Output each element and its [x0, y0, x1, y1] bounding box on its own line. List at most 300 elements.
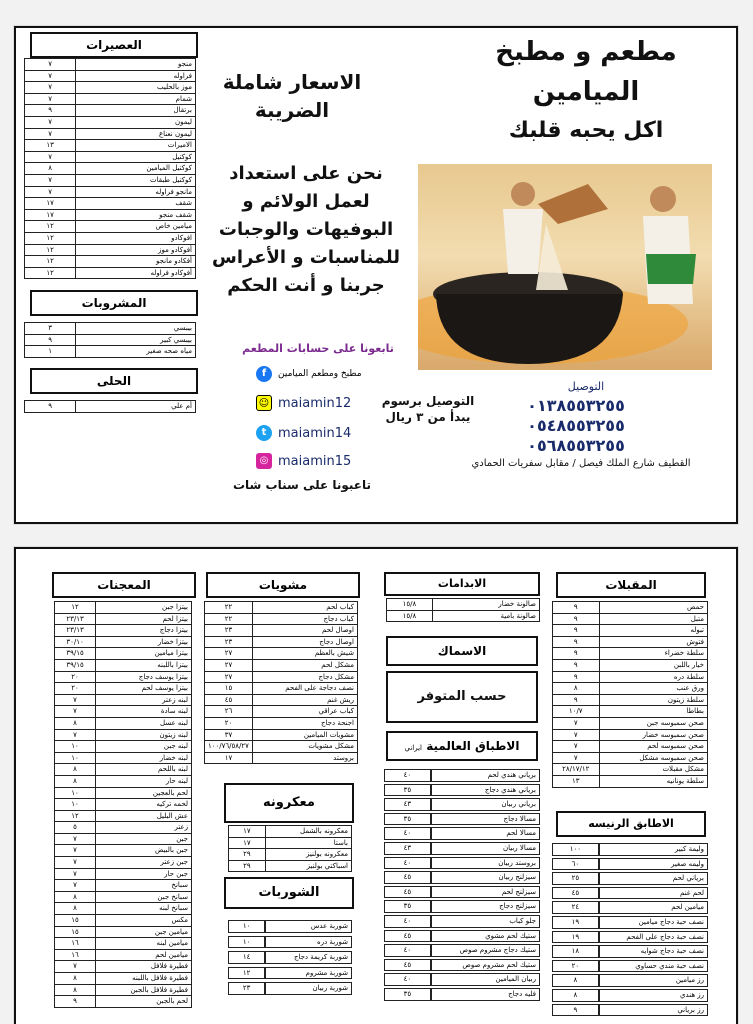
- item-price: ١٥: [55, 915, 96, 927]
- item-price: ٨: [55, 903, 96, 915]
- menu-row: [553, 659, 708, 671]
- menu-row: [228, 920, 352, 933]
- soups-table: [228, 917, 352, 998]
- menu-row: [25, 59, 196, 71]
- menu-row: [55, 717, 192, 729]
- item-price: ٧: [55, 868, 96, 880]
- item-name: حمص: [599, 602, 708, 614]
- menu-row: [384, 784, 540, 797]
- item-price: ١٢: [25, 221, 76, 233]
- menu-row: [553, 706, 708, 718]
- drinks-table: [24, 322, 196, 358]
- restaurant-name: الميامين: [532, 77, 640, 107]
- menu-row: [387, 599, 540, 611]
- item-name: فطيرة فلافل: [96, 961, 192, 973]
- pasta-table: [228, 825, 352, 872]
- item-name: جبن حار: [96, 868, 192, 880]
- item-name: اوصال دجاج: [252, 636, 357, 648]
- specials-table: [386, 598, 540, 622]
- item-price: ٧: [55, 845, 96, 857]
- item-price: ٢٣: [205, 625, 253, 637]
- restaurant-title: مطعم و مطبخ: [495, 37, 677, 67]
- item-price: ٧: [55, 961, 96, 973]
- menu-row: [205, 613, 358, 625]
- menu-row: [553, 741, 708, 753]
- menu-row: [55, 659, 192, 671]
- menu-row: [205, 729, 358, 741]
- item-name: بيتزا دجاج: [96, 625, 192, 637]
- item-price: ٨: [55, 984, 96, 996]
- item-name: سيزلنج لحم: [431, 886, 540, 899]
- menu-row: [552, 858, 708, 871]
- menu-row: [552, 901, 708, 914]
- menu-row: [205, 625, 358, 637]
- menu-row: [228, 982, 352, 995]
- menu-row: [55, 822, 192, 834]
- menu-row: [55, 810, 192, 822]
- item-name: ربيان الميامين: [431, 973, 540, 986]
- item-name: أفوكادو موز: [76, 244, 196, 256]
- item-price: ٣٥: [384, 784, 431, 797]
- item-price: ١٢: [25, 232, 76, 244]
- item-name: ستيك لحم مشوي: [431, 930, 540, 943]
- item-price: ٩: [553, 636, 600, 648]
- menu-row: [55, 636, 192, 648]
- item-price: ٢٠: [552, 960, 599, 973]
- drinks-header: المشروبات: [30, 290, 198, 316]
- menu-row: [384, 915, 540, 928]
- menu-row: [25, 163, 196, 175]
- item-name: سبانخ لبنه: [96, 903, 192, 915]
- item-name: فليه دجاج: [431, 988, 540, 1001]
- appetizers-header: المقبلات: [556, 572, 706, 598]
- fish-note: حسب المتوفر: [417, 689, 507, 704]
- menu-row: [384, 944, 540, 957]
- item-price: ٢٣/١٣: [55, 625, 96, 637]
- world-sub: ايراني: [404, 744, 422, 752]
- menu-row: [228, 951, 352, 964]
- menu-row: [552, 931, 708, 944]
- menu-row: [25, 256, 196, 268]
- item-name: شمام: [76, 93, 196, 105]
- item-name: لبنه باللحم: [96, 764, 192, 776]
- item-name: شوربة عدس: [265, 920, 352, 933]
- phone-2[interactable]: ٠٥٤٨٥٥٣٢٥٥: [527, 416, 625, 435]
- item-name: صالونة بامية: [432, 610, 539, 622]
- menu-row: [205, 741, 358, 753]
- item-name: نصف حبة دجاج شوايه: [599, 945, 708, 958]
- menu-row: [384, 900, 540, 913]
- item-price: ١: [25, 346, 76, 358]
- item-name: الاميرات: [76, 140, 196, 152]
- item-price: ١٥: [55, 926, 96, 938]
- item-price: ١٠: [228, 936, 265, 949]
- item-price: ٤٣: [384, 798, 431, 811]
- item-name: رز ميامين: [599, 974, 708, 987]
- phones-title: التوصيل: [567, 380, 605, 393]
- phone-3[interactable]: ٠٥٦٨٥٥٣٢٥٥: [527, 436, 625, 455]
- item-name: صحن سمبوسه جبن: [599, 717, 708, 729]
- item-name: مانجو فراوله: [76, 186, 196, 198]
- item-price: ٤٠: [384, 857, 431, 870]
- juices-header: العصيرات: [30, 32, 198, 58]
- item-name: لبنه عسل: [96, 717, 192, 729]
- item-name: شقف منجو: [76, 209, 196, 221]
- menu-row: [384, 827, 540, 840]
- item-name: كوكتيل الميامين: [76, 163, 196, 175]
- menu-row: [384, 813, 540, 826]
- grills-table: [204, 601, 358, 764]
- events-text: نحن على استعداد لعمل الولائم و البوفيهات والوجبات للمناسبات و الأعراس جربنا و أنت الحكم: [212, 163, 400, 296]
- menu-row: [55, 857, 192, 869]
- menu-row: [55, 625, 192, 637]
- item-name: لحم بالعجين: [96, 787, 192, 799]
- item-price: ٧: [55, 729, 96, 741]
- snapchat-icon: ☺: [256, 395, 272, 411]
- menu-row: [25, 346, 196, 358]
- item-name: مكس: [96, 915, 192, 927]
- item-price: ٢٠: [55, 683, 96, 695]
- item-name: ميامين لحم: [96, 949, 192, 961]
- menu-row: [55, 764, 192, 776]
- menu-row: [55, 961, 192, 973]
- item-name: أفوكادو فراوله: [76, 267, 196, 279]
- item-name: فطيرة فلافل بالجبن: [96, 984, 192, 996]
- menu-row: [25, 323, 196, 335]
- item-name: شوربة كريمة دجاج: [265, 951, 352, 964]
- item-price: ٩: [553, 602, 600, 614]
- menu-row: [55, 833, 192, 845]
- menu-row: [25, 151, 196, 163]
- menu-row: [55, 706, 192, 718]
- menu-row: [205, 694, 358, 706]
- item-name: بيتزا باللبنه: [96, 659, 192, 671]
- item-name: ورق عنب: [599, 683, 708, 695]
- item-price: ٢٦: [205, 706, 253, 718]
- sweets-header: الحلى: [30, 368, 198, 394]
- item-price: ٦٠: [552, 858, 599, 871]
- item-price: ١٢: [25, 267, 76, 279]
- item-price: ٢٨/١٧/١٢: [553, 764, 600, 776]
- item-price: ٤٥: [384, 871, 431, 884]
- item-price: ٧: [55, 694, 96, 706]
- menu-row: [25, 244, 196, 256]
- menu-row: [553, 752, 708, 764]
- instagram-handle: maiamin15: [278, 453, 352, 469]
- item-price: ١٧: [25, 198, 76, 210]
- item-name: كباب لحم: [252, 602, 357, 614]
- item-name: مياه صحه صغير: [76, 346, 196, 358]
- item-name: مشكل مشويات: [252, 741, 357, 753]
- item-name: نصف دجاجة على الفحم: [252, 683, 357, 695]
- item-name: شوربة دره: [265, 936, 352, 949]
- item-name: كوكتيل طبقات: [76, 174, 196, 186]
- item-name: ريش غنم: [252, 694, 357, 706]
- menu-row: [25, 70, 196, 82]
- item-name: باستا: [265, 837, 351, 849]
- menu-row: [55, 903, 192, 915]
- item-name: بيبسي: [76, 323, 196, 335]
- item-price: ٣٩/١٥: [55, 659, 96, 671]
- item-price: ٣٥: [384, 813, 431, 826]
- menu-row: [553, 648, 708, 660]
- menu-row: [25, 401, 196, 413]
- item-name: مسالا دجاج: [431, 813, 540, 826]
- item-price: ١٢: [55, 810, 96, 822]
- pasta-header: معكرونه: [224, 783, 354, 823]
- menu-row: [229, 849, 352, 861]
- item-price: ١٥: [205, 683, 253, 695]
- twitter-row[interactable]: [256, 425, 351, 441]
- item-name: برياني هندي دجاج: [431, 784, 540, 797]
- item-price: ١٧: [229, 826, 266, 838]
- facebook-row[interactable]: [256, 366, 362, 382]
- pastries-header: المعجنات: [52, 572, 196, 598]
- menu-row: [384, 798, 540, 811]
- item-price: ٤٠: [384, 973, 431, 986]
- item-name: لبنه زعتر: [96, 694, 192, 706]
- item-name: نصف حبة دجاج ميامين: [599, 916, 708, 929]
- menu-row: [553, 625, 708, 637]
- menu-row: [55, 694, 192, 706]
- item-name: أفكادو مانجو: [76, 256, 196, 268]
- item-price: ١٦: [55, 938, 96, 950]
- menu-row: [553, 775, 708, 787]
- menu-row: [55, 868, 192, 880]
- item-name: مشكل مقبلات: [599, 764, 708, 776]
- twitter-handle: maiamin14: [278, 425, 352, 441]
- menu-row: [552, 960, 708, 973]
- item-price: ٧: [25, 59, 76, 71]
- menu-row: [552, 872, 708, 885]
- mains-table: [552, 841, 708, 1018]
- menu-row: [384, 973, 540, 986]
- item-name: ستيك دجاج مشروم صوص: [431, 944, 540, 957]
- item-price: ٩: [553, 625, 600, 637]
- item-price: ١٠٠: [552, 843, 599, 856]
- fish-header: الاسماك: [386, 636, 538, 666]
- item-name: خيار باللبن: [599, 659, 708, 671]
- item-name: معكرونه بولنيز: [265, 849, 351, 861]
- item-price: ٤٠: [384, 915, 431, 928]
- menu-row: [552, 974, 708, 987]
- item-name: بيتزا ميامين: [96, 648, 192, 660]
- menu-row: [552, 945, 708, 958]
- item-price: ١٩: [552, 916, 599, 929]
- item-price: ٣٠/١٠: [55, 636, 96, 648]
- item-price: ٧: [25, 128, 76, 140]
- menu-row: [55, 845, 192, 857]
- item-name: بيبسي كبير: [76, 334, 196, 346]
- menu-row: [205, 706, 358, 718]
- menu-row: [552, 843, 708, 856]
- item-name: ميامين خاص: [76, 221, 196, 233]
- item-name: صحن سمبوسه خضار: [599, 729, 708, 741]
- item-price: ٧: [25, 174, 76, 186]
- menu-row: [55, 984, 192, 996]
- item-price: ١٦: [55, 949, 96, 961]
- item-price: ٧: [25, 186, 76, 198]
- item-name: موز بالحليب: [76, 82, 196, 94]
- menu-row: [552, 916, 708, 929]
- snap-row[interactable]: [256, 395, 351, 411]
- grills-header: مشويات: [206, 572, 360, 598]
- item-price: ٤٣: [384, 842, 431, 855]
- item-price: ٩: [25, 401, 76, 413]
- item-name: بروستد: [252, 752, 357, 764]
- mains-header: الاطابق الرنيسه: [556, 811, 706, 837]
- menu-row: [553, 764, 708, 776]
- item-name: مشكل دجاج: [252, 671, 357, 683]
- item-name: شيش بالعظم: [252, 648, 357, 660]
- phone-1[interactable]: ٠١٣٨٥٥٣٢٥٥: [527, 396, 625, 415]
- world-header: [386, 731, 538, 761]
- item-price: ١٨: [552, 945, 599, 958]
- item-price: ١٤: [228, 951, 265, 964]
- item-price: ٨: [553, 683, 600, 695]
- item-name: لبنه جبن: [96, 741, 192, 753]
- menu-row: [25, 198, 196, 210]
- item-name: افوكادو: [76, 232, 196, 244]
- item-name: أم علي: [76, 401, 196, 413]
- item-price: ١٥/٨: [387, 599, 433, 611]
- item-name: برياني لحم: [599, 872, 708, 885]
- item-name: نصف حبة دجاج على الفحم: [599, 931, 708, 944]
- item-name: سلطة دره: [599, 671, 708, 683]
- item-name: بيتزا يوسف دجاج: [96, 671, 192, 683]
- item-price: ١٢: [55, 602, 96, 614]
- item-price: ١٠: [55, 787, 96, 799]
- item-name: اسباكتي بولنيز: [265, 860, 351, 872]
- item-name: فراوله: [76, 70, 196, 82]
- item-price: ١٢: [25, 256, 76, 268]
- item-price: ٤٥: [384, 959, 431, 972]
- item-price: ٩: [553, 613, 600, 625]
- item-price: ٢٧: [205, 671, 253, 683]
- item-name: بيتزا خضار: [96, 636, 192, 648]
- menu-row: [552, 989, 708, 1002]
- instagram-row[interactable]: [256, 453, 351, 469]
- item-price: ٣٩/١٥: [55, 648, 96, 660]
- item-price: ٧: [25, 116, 76, 128]
- menu-row: [205, 636, 358, 648]
- juices-table: [24, 58, 196, 279]
- item-price: ٧: [55, 833, 96, 845]
- delivery-title: التوصيل برسوم: [381, 394, 475, 408]
- pastries-table: [54, 601, 192, 1008]
- item-price: ١٣: [553, 775, 600, 787]
- item-price: ٨: [55, 973, 96, 985]
- item-name: مسالا لحم: [431, 827, 540, 840]
- menu-row: [384, 988, 540, 1001]
- item-price: ٨: [55, 764, 96, 776]
- menu-row: [229, 826, 352, 838]
- item-name: اوصال لحم: [252, 625, 357, 637]
- item-price: ٢٠: [205, 717, 253, 729]
- item-name: مشويات الميامين: [252, 729, 357, 741]
- menu-row: [55, 787, 192, 799]
- menu-row: [55, 683, 192, 695]
- item-name: متبل: [599, 613, 708, 625]
- menu-row: [205, 671, 358, 683]
- item-price: ٤٥: [205, 694, 253, 706]
- item-name: سبانخ: [96, 880, 192, 892]
- menu-row: [25, 128, 196, 140]
- item-price: ٣٥: [384, 900, 431, 913]
- menu-row: [553, 613, 708, 625]
- menu-row: [384, 857, 540, 870]
- item-price: ٢٧: [205, 648, 253, 660]
- item-name: منجو: [76, 59, 196, 71]
- address: القطيف شارع الملك فيصل / مقابل سفريات الحمادي: [471, 458, 691, 469]
- snap-handle: maiamin12: [278, 395, 352, 411]
- item-name: ميامين جبن: [96, 926, 192, 938]
- item-price: ٧: [25, 70, 76, 82]
- item-price: ٩: [553, 648, 600, 660]
- menu-row: [205, 648, 358, 660]
- top-menu-page: [14, 26, 738, 524]
- item-name: كباب عراقي: [252, 706, 357, 718]
- menu-row: [384, 769, 540, 782]
- menu-row: [229, 860, 352, 872]
- item-price: ٩: [553, 671, 600, 683]
- item-name: عش البليل: [96, 810, 192, 822]
- item-price: ٩: [552, 1004, 599, 1017]
- item-name: بيتزا جبن: [96, 602, 192, 614]
- snap-note: تاعبونا على سناب شات: [232, 478, 372, 492]
- item-price: ٢٧: [205, 659, 253, 671]
- item-price: ١٠: [55, 752, 96, 764]
- menu-row: [553, 683, 708, 695]
- world-title: الاطباق العالمية: [426, 739, 520, 753]
- menu-row: [25, 105, 196, 117]
- menu-row: [553, 694, 708, 706]
- item-name: برتقال: [76, 105, 196, 117]
- item-price: ٢٣/١٣: [55, 613, 96, 625]
- item-price: ٥: [55, 822, 96, 834]
- sweets-table: [24, 400, 196, 413]
- menu-row: [205, 602, 358, 614]
- item-name: بيتزا يوسف لحم: [96, 683, 192, 695]
- item-name: شوربة ربيان: [265, 982, 352, 995]
- menu-row: [205, 683, 358, 695]
- item-price: ٤٥: [384, 930, 431, 943]
- item-price: ٩: [553, 659, 600, 671]
- item-name: لحم بالجبن: [96, 996, 192, 1008]
- menu-row: [25, 209, 196, 221]
- item-name: سيزلنج دجاج: [431, 900, 540, 913]
- item-name: لبنه حار: [96, 775, 192, 787]
- item-name: شقف: [76, 198, 196, 210]
- menu-row: [55, 729, 192, 741]
- slogan: اكل يحبه قلبك: [508, 118, 664, 143]
- item-price: ٤٠: [384, 827, 431, 840]
- item-name: وليمه صغير: [599, 858, 708, 871]
- menu-row: [55, 973, 192, 985]
- item-name: مشكل لحم: [252, 659, 357, 671]
- menu-row: [55, 613, 192, 625]
- item-price: ٧: [55, 857, 96, 869]
- item-name: ليمون نعناع: [76, 128, 196, 140]
- menu-row: [55, 671, 192, 683]
- item-name: كوكتيل: [76, 151, 196, 163]
- follow-text: تابعونا على حسابات المطعم: [242, 342, 394, 355]
- item-price: ٢٩: [229, 849, 266, 861]
- item-price: ٩: [25, 105, 76, 117]
- item-name: ميامين لحم: [599, 901, 708, 914]
- item-name: تبوله: [599, 625, 708, 637]
- item-name: وليمة كبير: [599, 843, 708, 856]
